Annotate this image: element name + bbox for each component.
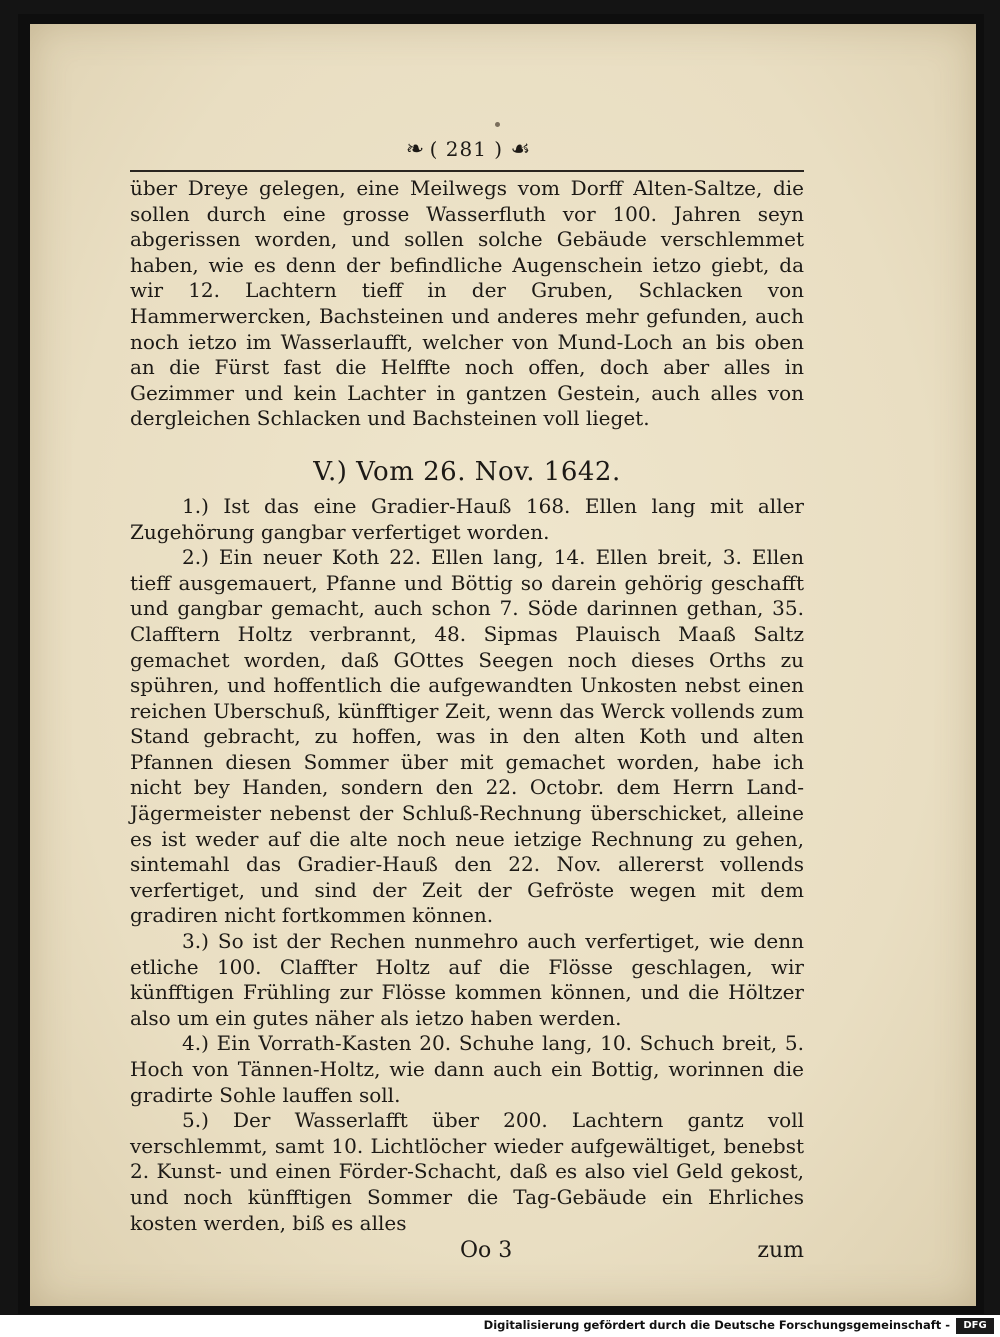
list-item: 5.) Der Wasserlafft über 200. Lachtern gantz voll verschlemmt, samt 10. Lichtlöcher wieder aufgewältiget, benebst 2. Kunst- und einen Förder-Schacht, daß es also viel Geld gekost, und noch künfftigen Sommer die Tag-Gebäude ein Ehrliches kosten werden, biß es alles [130, 1108, 804, 1235]
list-item: 3.) So ist der Rechen nunmehro auch verfertiget, wie denn etliche 100. Claffter Holtz auf die Flösse geschlagen, wir künfftigen Frühling zur Flösse kommen können, und die Höltzer also um ein gutes näher als ietzo haben werden. [130, 929, 804, 1030]
page-footer [130, 1236, 804, 1266]
running-head [130, 134, 804, 164]
list-item: 4.) Ein Vorrath-Kasten 20. Schuhe lang, 10. Schuch breit, 5. Hoch von Tännen-Holtz, wie dann auch ein Bottig, worinnen die gradirte Sohle lauffen soll. [130, 1031, 804, 1107]
body-text [130, 176, 804, 1236]
book-page [30, 24, 976, 1306]
credit-bar [0, 1315, 1000, 1337]
dfg-logo: DFG [956, 1318, 994, 1334]
funding-credit: Digitalisierung gefördert durch die Deutsche Forschungsgemeinschaft - [483, 1318, 950, 1332]
continued-paragraph: über Dreye gelegen, eine Meilwegs vom Dorff Alten-Saltze, die sollen durch eine grosse Wasserfluth vor 100. Jahren seyn abgerissen worden, und sollen solche Gebäude verschlemmet haben, wie es denn der befindliche Augenschein ietzo giebt, da wir 12. Lachtern tieff in der Gruben, Schlacken von Hammerwercken, Bachsteinen und anderes mehr gefunden, auch noch ietzo im Wasserlaufft, welcher von Mund-Loch an bis oben an die Fürst fast die Helffte noch offen, doch aber alles in Gezimmer und kein Lachter in gantzen Gestein, auch alles von dergleichen Schlacken und Bachsteinen voll lieget. [130, 176, 804, 431]
header-rule [130, 170, 804, 172]
page-number: ( 281 ) [429, 137, 504, 161]
section-heading: V.) Vom 26. Nov. 1642. [313, 456, 621, 487]
page-content [130, 134, 804, 1266]
catchword: zum [757, 1238, 804, 1264]
list-item: 2.) Ein neuer Koth 22. Ellen lang, 14. Ellen breit, 3. Ellen tieff ausgemauert, Pfanne und Böttig so darein gehörig geschafft und gangbar gemacht, auch schon 7. Söde darinnen gethan, 35. Clafftern Holtz verbrannt, 48. Sipmas Plauisch Maaß Saltz gemachet worden, daß GOttes Seegen noch dieses Orths zu spühren, und hoffentlich die aufgewandten Unkosten nebst einen reichen Uberschuß, künfftiger Zeit, wenn das Werck vollends zum Stand gebracht, zu hoffen, was in den alten Koth und alten Pfannen diesen Sommer über mit gemachet worden, habe ich nicht bey Handen, sondern den 22. Octobr. dem Herrn Land-Jägermeister nebenst der Schluß-Rechnung überschicket, alleine es ist weder auf die alte noch neue ietzige Rechnung zu gehen, sintemahl das Gradier-Hauß den 22. Nov. allererst vollends verfertiget, und sind der Zeit der Gefröste wegen mit dem gradiren nicht fortkommen können. [130, 545, 804, 928]
scan-frame [18, 14, 984, 1314]
fleuron-left-icon: ❧ [405, 137, 423, 162]
signature-mark: Oo 3 [460, 1238, 513, 1264]
ink-speck [495, 122, 500, 127]
list-item: 1.) Ist das eine Gradier-Hauß 168. Ellen lang mit aller Zugehörung gangbar verfertiget worden. [130, 493, 804, 544]
fleuron-right-icon: ☙ [510, 137, 529, 162]
